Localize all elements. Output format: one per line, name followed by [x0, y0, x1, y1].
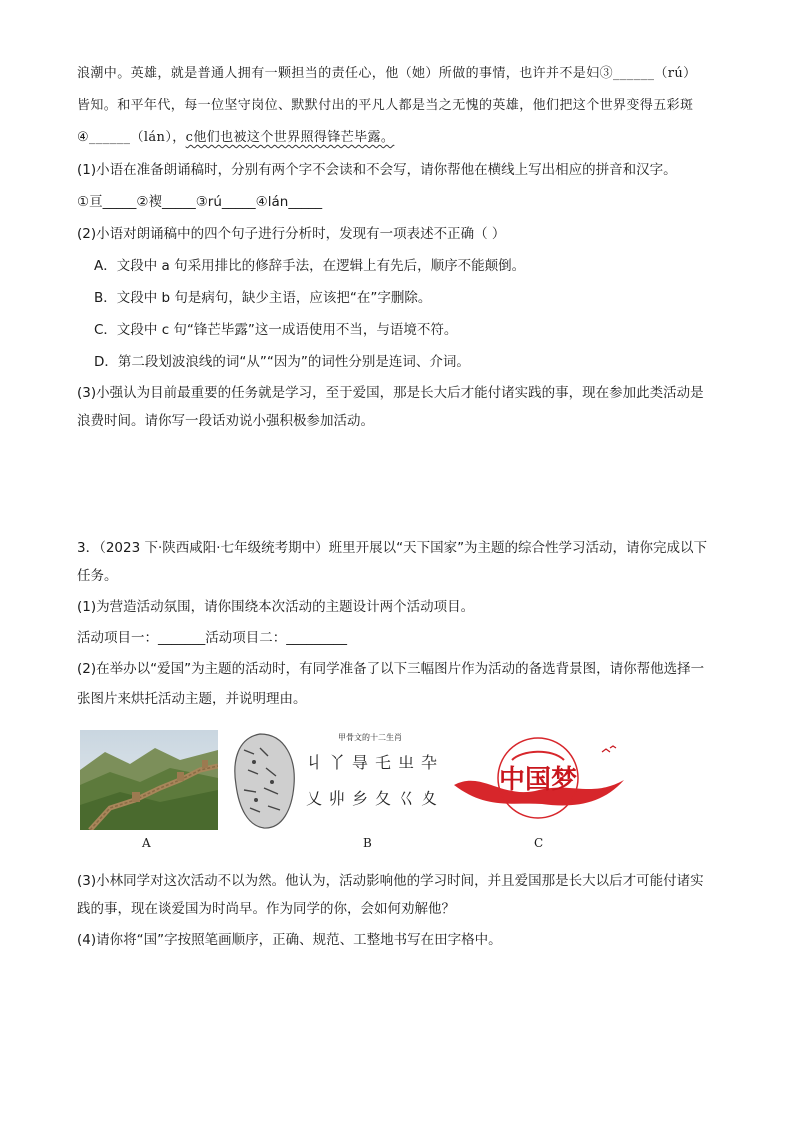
background-image-options: [80, 730, 640, 860]
q2-part1-answer: ①亘_____②褉_____③rú_____④lán_____: [77, 194, 323, 210]
q2-part2: (2)小语对朗诵稿中的四个句子进行分析时，发现有一项表述不正确（ ）: [77, 226, 506, 242]
svg-text:丩: 丩: [306, 753, 323, 772]
svg-text:乡: 乡: [352, 789, 369, 808]
q3-part3-line1: (3)小林同学对这次活动不以为然。他认为，活动影响他的学习时间，并且爱国那是长大以后才可能付诸实: [77, 873, 704, 889]
q3-part3-line2: 践的事，现在谈爱国为时尚早。作为同学的你，会如何劝解他？: [77, 901, 455, 917]
oracle-image-title: 甲骨文的十二生肖: [338, 733, 402, 742]
image-label-c: C: [534, 836, 544, 850]
q3-stem-line1: 3．（2023 下·陕西咸阳·七年级统考期中）班里开展以“天下国家”为主题的综合性学习活动，请你完成以下: [77, 540, 708, 556]
great-wall-image: [80, 730, 218, 830]
q3-part1-answer: 活动项目一：_______活动项目二：_________: [77, 630, 347, 646]
svg-text:卆: 卆: [421, 753, 438, 772]
china-dream-image: [452, 730, 627, 830]
q2-part3-line1: (3)小强认为目前最重要的任务就是学习，至于爱国，那是长大后才能付诸实践的事，现在参加此类活动是: [77, 385, 704, 401]
passage-line-1: 浪潮中。英雄，就是普通人拥有一颗担当的责任心，他（她）所做的事情，也许并不是妇③______（rú）: [77, 66, 697, 81]
q3-part4: (4)请你将“国”字按照笔画顺序，正确、规范、工整地书写在田字格中。: [77, 932, 502, 948]
svg-text:㞢: 㞢: [398, 753, 415, 772]
q2-option-d: D．第二段划波浪线的词“从”“因为”的词性分别是连词、介词。: [94, 354, 470, 370]
passage-line-3-prefix: ④______（lán），: [77, 130, 186, 145]
q2-part1: (1)小语在准备朗诵稿时，分别有两个字不会读和不会写，请你帮他在横线上写出相应的拼音和汉字。: [77, 162, 677, 178]
image-label-a: A: [142, 836, 151, 850]
china-dream-text: 中国梦: [498, 765, 578, 795]
q3-part1: (1)为营造活动氛围，请你围绕本次活动的主题设计两个活动项目。: [77, 599, 475, 615]
svg-text:丫: 丫: [329, 753, 346, 772]
svg-text:夊: 夊: [421, 789, 438, 808]
q2-option-c: C．文段中 c 句“锋芒毕露”这一成语使用不当，与语境不符。: [94, 322, 458, 338]
passage-line-2: 皆知。和平年代，每一位坚守岗位、默默付出的平凡人都是当之无愧的英雄，他们把这个世界变得五彩斑: [77, 98, 694, 113]
svg-text:㝵: 㝵: [352, 753, 369, 772]
q2-option-b: B．文段中 b 句是病句，缺少主语，应该把“在”字删除。: [94, 290, 432, 306]
svg-text:巜: 巜: [398, 789, 415, 808]
oracle-bone-zodiac-image: [230, 730, 445, 830]
q3-part2-line2: 张图片来烘托活动主题，并说明理由。: [77, 691, 307, 707]
svg-text:乇: 乇: [375, 753, 392, 772]
svg-text:夂: 夂: [375, 789, 392, 808]
wavy-underlined-sentence: c他们也被这个世界照得锋芒毕露。: [185, 130, 395, 145]
q3-part2-line1: (2)在举办以“爱国”为主题的活动时，有同学准备了以下三幅图片作为活动的备选背景图，请你帮他选择一: [77, 661, 705, 677]
passage-line-3: [77, 128, 394, 148]
svg-text:丱: 丱: [329, 789, 346, 808]
q3-stem-line2: 任务。: [77, 568, 118, 584]
q2-option-a: A．文段中 a 句采用排比的修辞手法，在逻辑上有先后，顺序不能颠倒。: [94, 258, 526, 274]
svg-text:乂: 乂: [306, 789, 323, 808]
image-label-b: B: [363, 836, 372, 850]
q2-part3-line2: 浪费时间。请你写一段话劝说小强积极参加活动。: [77, 413, 374, 429]
